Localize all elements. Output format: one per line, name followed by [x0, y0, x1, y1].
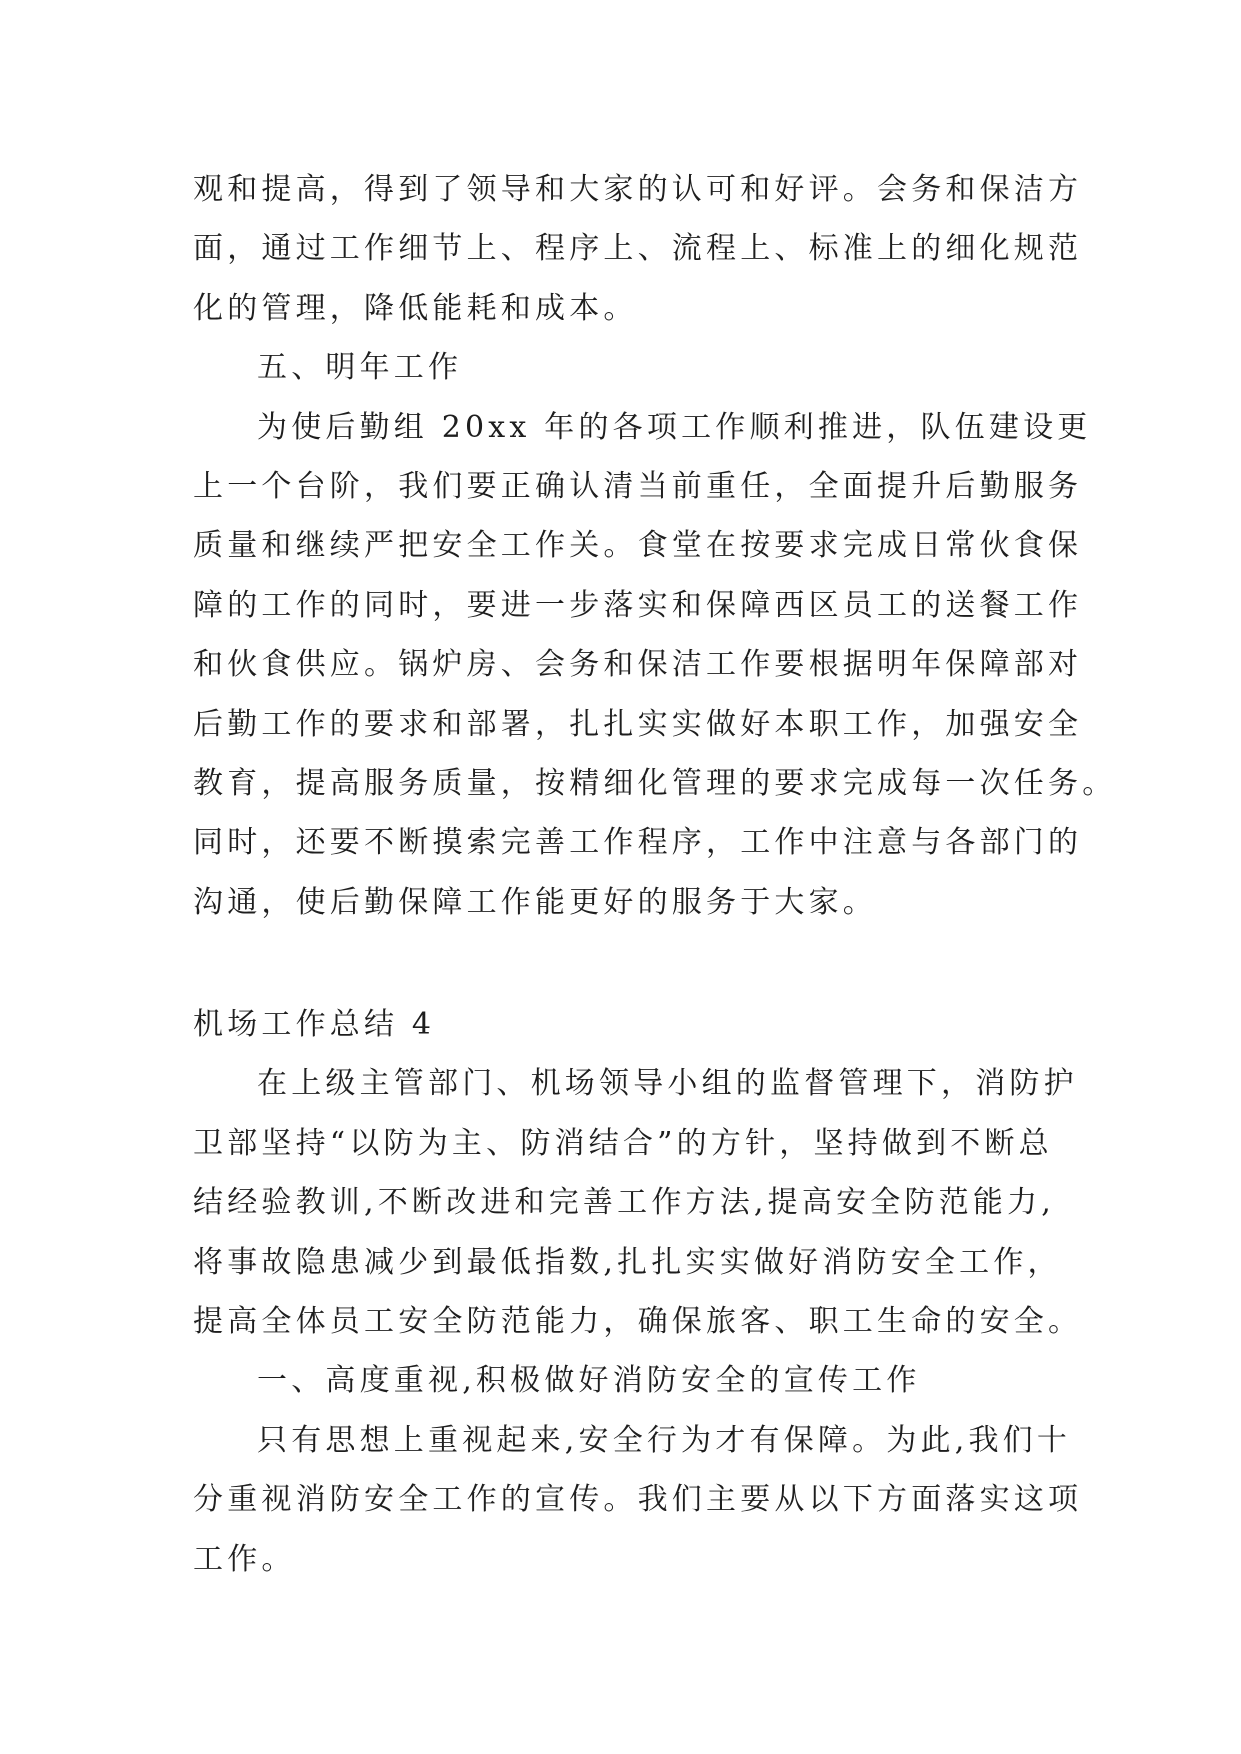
text-line: 面，通过工作细节上、程序上、流程上、标准上的细化规范 — [193, 231, 1083, 267]
text-line: 工作。 — [193, 1541, 296, 1577]
text-line: 只有思想上重视起来,安全行为才有保障。为此,我们十 — [257, 1422, 1072, 1458]
text-line: 将事故隐患减少到最低指数,扎扎实实做好消防安全工作， — [193, 1244, 1062, 1280]
text-line: 提高全体员工安全防范能力，确保旅客、职工生命的安全。 — [193, 1304, 1083, 1340]
text-line: 质量和继续严把安全工作关。食堂在按要求完成日常伙食保 — [193, 528, 1083, 564]
text-line: 结经验教训,不断改进和完善工作方法,提高安全防范能力, — [193, 1185, 1056, 1221]
section-heading-one: 一、高度重视,积极做好消防安全的宣传工作 — [257, 1363, 921, 1399]
text-line: 卫部坚持“以防为主、防消结合”的方针，坚持做到不断总 — [193, 1125, 1053, 1161]
text-line: 为使后勤组 20xx 年的各项工作顺利推进，队伍建设更 — [257, 409, 1092, 445]
text-line: 上一个台阶，我们要正确认清当前重任，全面提升后勤服务 — [193, 468, 1083, 504]
paragraph-intro — [193, 1054, 1083, 1351]
document-title-summary-4: 机场工作总结 4 — [193, 1007, 436, 1043]
text-line: 沟通，使后勤保障工作能更好的服务于大家。 — [193, 884, 877, 920]
text-line: 和伙食供应。锅炉房、会务和保洁工作要根据明年保障部对 — [193, 647, 1083, 683]
text-line: 同时，还要不断摸索完善工作程序，工作中注意与各部门的 — [193, 825, 1083, 861]
paragraph-next-year — [193, 398, 1117, 933]
text-line: 化的管理，降低能耗和成本。 — [193, 290, 638, 326]
text-line: 教育，提高服务质量，按精细化管理的要求完成每一次任务。 — [193, 765, 1117, 801]
section-spacer — [193, 932, 1053, 995]
document-body — [193, 160, 1117, 1589]
section-heading-next-year: 五、明年工作 — [257, 350, 463, 386]
text-line: 障的工作的同时，要进一步落实和保障西区员工的送餐工作 — [193, 587, 1083, 623]
text-line: 观和提高，得到了领导和大家的认可和好评。会务和保洁方 — [193, 172, 1083, 207]
paragraph-publicity — [193, 1411, 1083, 1589]
paragraph-previous-section-end — [193, 160, 1083, 338]
text-line: 分重视消防安全工作的宣传。我们主要从以下方面落实这项 — [193, 1482, 1083, 1518]
text-line: 在上级主管部门、机场领导小组的监督管理下，消防护 — [257, 1066, 1078, 1102]
text-line: 后勤工作的要求和部署，扎扎实实做好本职工作，加强安全 — [193, 706, 1083, 742]
